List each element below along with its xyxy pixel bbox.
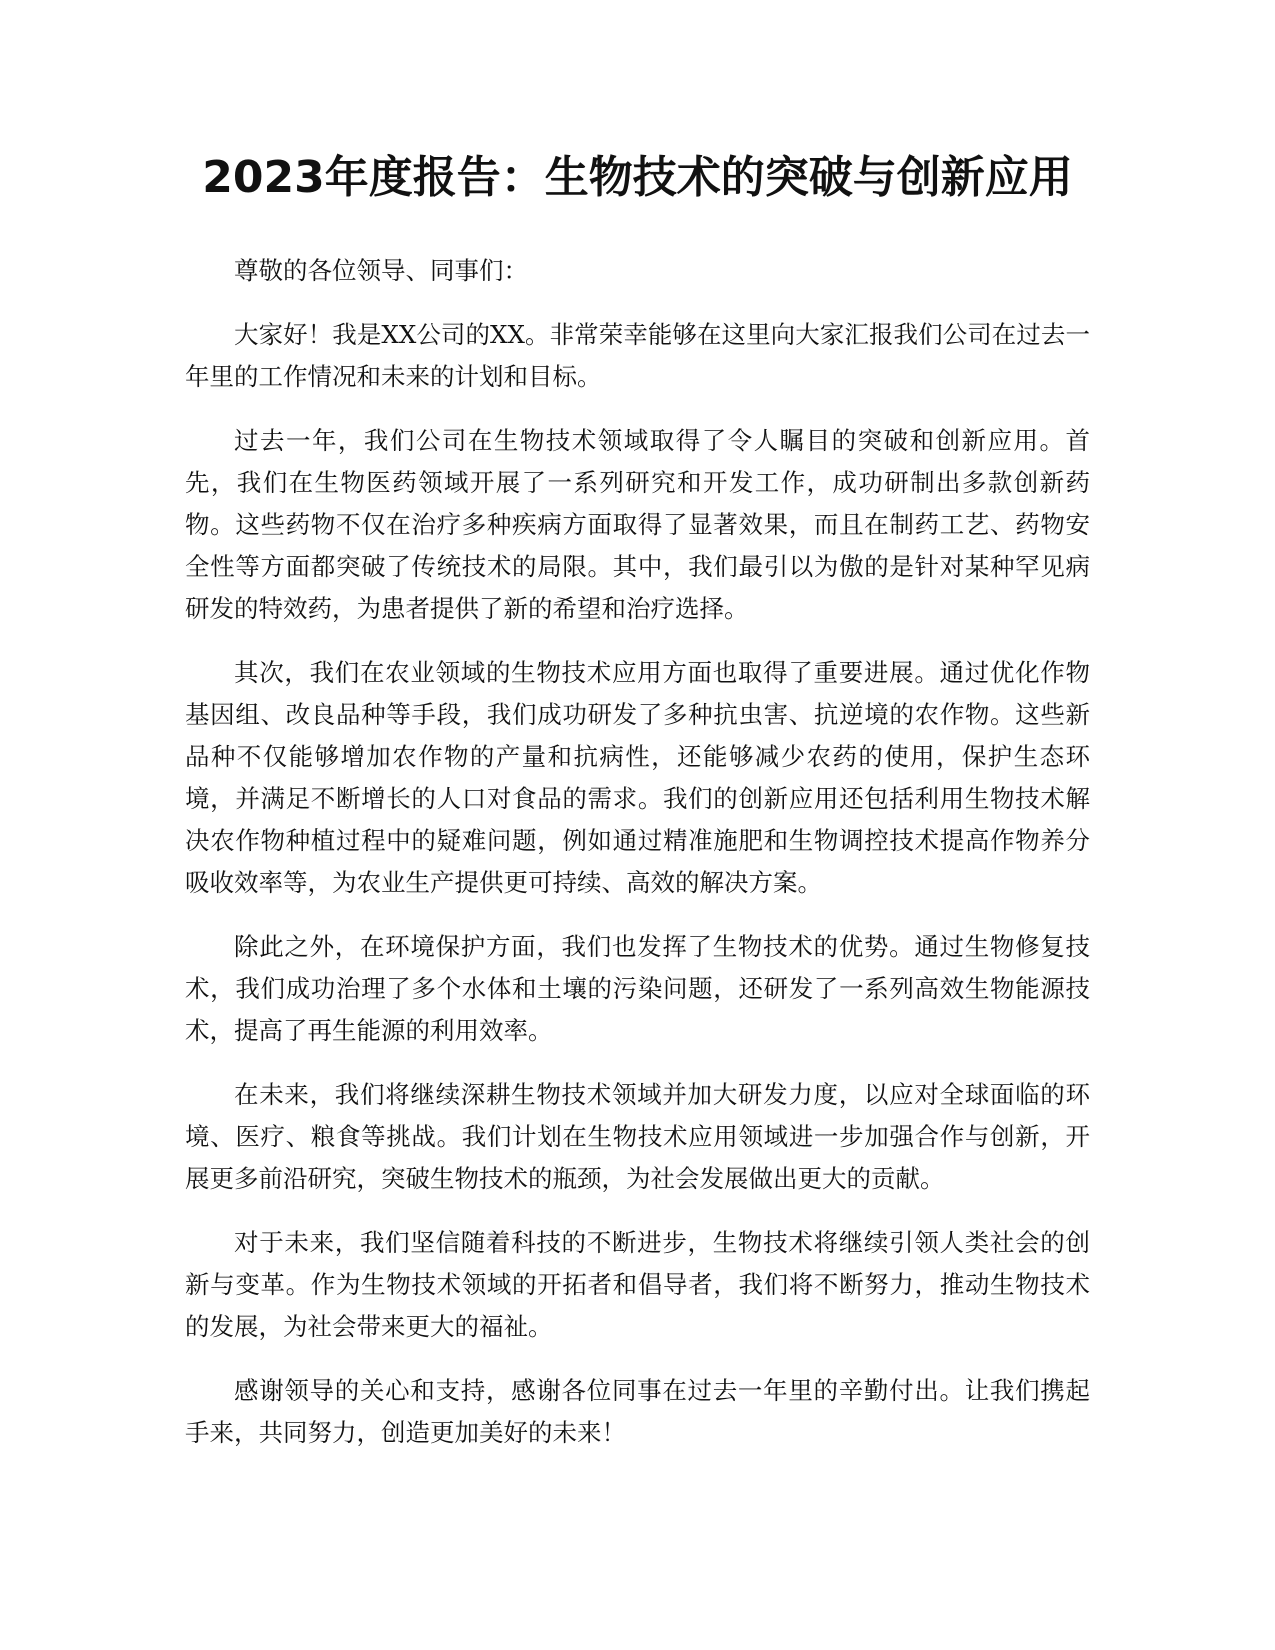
paragraph-agriculture: 其次，我们在农业领域的生物技术应用方面也取得了重要进展。通过优化作物基因组、改良品种等手段，我们成功研发了多种抗虫害、抗逆境的农作物。这些新品种不仅能够增加农作物的产量和抗病性，还能够减少农药的使用，保护生态环境，并满足不断增长的人口对食品的需求。我们的创新应用还包括利用生物技术解决农作物种植过程中的疑难问题，例如通过精准施肥和生物调控技术提高作物养分吸收效率等，为农业生产提供更可持续、高效的解决方案。	[185, 658, 1090, 897]
paragraph-environment: 除此之外，在环境保护方面，我们也发挥了生物技术的优势。通过生物修复技术，我们成功治理了多个水体和土壤的污染问题，还研发了一系列高效生物能源技术，提高了再生能源的利用效率。	[185, 932, 1090, 1045]
paragraph-salutation: 尊敬的各位领导、同事们：	[234, 256, 528, 285]
paragraph-outlook: 对于未来，我们坚信随着科技的不断进步，生物技术将继续引领人类社会的创新与变革。作为生物技术领域的开拓者和倡导者，我们将不断努力，推动生物技术的发展，为社会带来更大的福祉。	[185, 1228, 1090, 1341]
document-title: 2023年度报告：生物技术的突破与创新应用	[202, 152, 1073, 203]
document-body	[185, 250, 1090, 1476]
paragraph-greeting: 大家好！我是XX公司的XX。非常荣幸能够在这里向大家汇报我们公司在过去一年里的工作情况和未来的计划和目标。	[185, 320, 1090, 391]
paragraph-biomedicine: 过去一年，我们公司在生物技术领域取得了令人瞩目的突破和创新应用。首先，我们在生物医药领域开展了一系列研究和开发工作，成功研制出多款创新药物。这些药物不仅在治疗多种疾病方面取得了显著效果，而且在制药工艺、药物安全性等方面都突破了传统技术的局限。其中，我们最引以为傲的是针对某种罕见病研发的特效药，为患者提供了新的希望和治疗选择。	[185, 426, 1090, 623]
paragraph-future-plans: 在未来，我们将继续深耕生物技术领域并加大研发力度，以应对全球面临的环境、医疗、粮食等挑战。我们计划在生物技术应用领域进一步加强合作与创新，开展更多前沿研究，突破生物技术的瓶颈，为社会发展做出更大的贡献。	[185, 1080, 1090, 1193]
paragraph-thanks: 感谢领导的关心和支持，感谢各位同事在过去一年里的辛勤付出。让我们携起手来，共同努力，创造更加美好的未来！	[185, 1376, 1090, 1447]
